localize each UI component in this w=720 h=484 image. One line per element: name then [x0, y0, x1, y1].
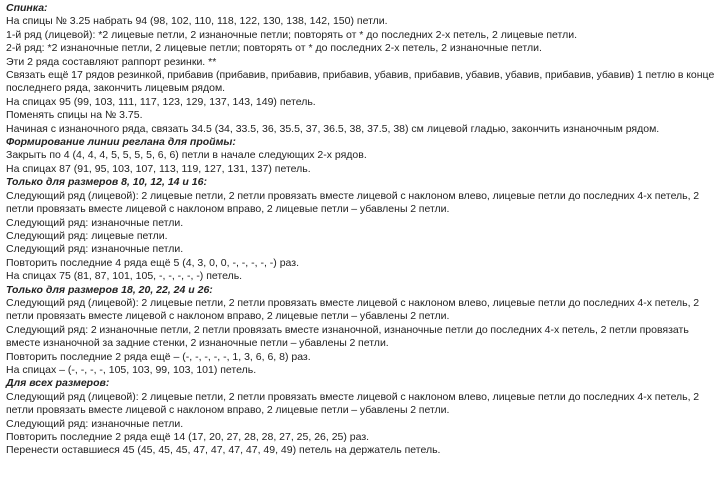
text-line: Эти 2 ряда составляют раппорт резинки. ** — [6, 55, 217, 68]
section-heading-sizes-18-26: Только для размеров 18, 20, 22, 24 и 26: — [6, 283, 213, 296]
text-line: 1-й ряд (лицевой): *2 лицевые петли, 2 изнаночные петли; повторять от * до последних 2-х петель, 2 лицевые петли. — [6, 28, 577, 41]
text-line: Перенести оставшиеся 45 (45, 45, 45, 47, 47, 47, 47, 49, 49) петель на держатель петель. — [6, 444, 441, 457]
text-line: Повторить последние 4 ряда ещё 5 (4, 3, 0, 0, -, -, -, -, -) раз. — [6, 256, 299, 269]
text-line: Закрыть по 4 (4, 4, 4, 5, 5, 5, 5, 6, 6) петли в начале следующих 2-х рядов. — [6, 149, 367, 162]
pattern-text — [6, 2, 718, 458]
text-line: На спицах 95 (99, 103, 111, 117, 123, 129, 137, 143, 149) петель. — [6, 95, 316, 108]
text-line: Поменять спицы на № 3.75. — [6, 109, 143, 122]
text-paragraph: Следующий ряд (лицевой): 2 лицевые петли, 2 петли провязать вместе лицевой с наклоном влево, лицевые петли до последних 4-х петель, 2 петли провязать вместе лицевой с наклоном вправо, 2 лицевые петли – убавлены 2 петли. — [6, 390, 700, 417]
text-line: На спицах 87 (91, 95, 103, 107, 113, 119, 127, 131, 137) петель. — [6, 162, 311, 175]
section-heading-back: Спинка: — [6, 2, 48, 14]
text-line: Следующий ряд: изнаночные петли. — [6, 417, 184, 430]
text-line: Повторить последние 2 ряда ещё 14 (17, 20, 27, 28, 28, 27, 25, 26, 25) раз. — [6, 431, 370, 443]
text-line: Начиная с изнаночного ряда, связать 34.5 (34, 33.5, 36, 35.5, 37, 36.5, 38, 37.5, 38) см лицевой гладью, закончить изнаночным рядом. — [6, 122, 660, 135]
text-line: На спицах 75 (81, 87, 101, 105, -, -, -, -, -) петель. — [6, 270, 243, 283]
text-paragraph: Связать ещё 17 рядов резинкой, прибавив (прибавив, прибавив, прибавив, убавив, прибавив, убавив, убавив, прибавив, убавив) 1 петлю в конце последнего ряда, закончить лицевым рядом. — [6, 69, 715, 95]
text-paragraph: Следующий ряд: 2 изнаночные петли, 2 петли провязать вместе изнаночной, изнаночные петли до последних 4-х петель, 2 петли провязать вместе изнаночной за задние стенки, 2 изнаночные петли – убавлены 2 петли. — [6, 323, 689, 350]
text-line: Повторить последние 2 ряда ещё – (-, -, -, -, -, 1, 3, 6, 6, 8) раз. — [6, 350, 311, 363]
text-line: Следующий ряд: изнаночные петли. — [6, 243, 184, 256]
text-line: 2-й ряд: *2 изнаночные петли, 2 лицевые петли; повторять от * до последних 2-х петель, 2 изнаночные петли. — [6, 42, 542, 55]
section-heading-sizes-8-16: Только для размеров 8, 10, 12, 14 и 16: — [6, 176, 207, 189]
text-line: На спицах – (-, -, -, -, 105, 103, 99, 103, 101) петель. — [6, 363, 257, 376]
text-line: Следующий ряд: лицевые петли. — [6, 229, 168, 242]
section-heading-all-sizes: Для всех размеров: — [6, 377, 110, 390]
text-line: Следующий ряд: изнаночные петли. — [6, 216, 184, 229]
text-paragraph: Следующий ряд (лицевой): 2 лицевые петли, 2 петли провязать вместе лицевой с наклоном влево, лицевые петли до последних 4-х петель, 2 петли провязать вместе лицевой с наклоном вправо, 2 лицевые петли – убавлены 2 петли. — [6, 296, 700, 323]
text-paragraph: Следующий ряд (лицевой): 2 лицевые петли, 2 петли провязать вместе лицевой с наклоном влево, лицевые петли до последних 4-х петель, 2 петли провязать вместе лицевой с наклоном вправо, 2 лицевые петли – убавлены 2 петли. — [6, 189, 700, 216]
text-line: На спицы № 3.25 набрать 94 (98, 102, 110, 118, 122, 130, 138, 142, 150) петли. — [6, 15, 388, 28]
section-heading-raglan: Формирование линии реглана для проймы: — [6, 136, 236, 149]
